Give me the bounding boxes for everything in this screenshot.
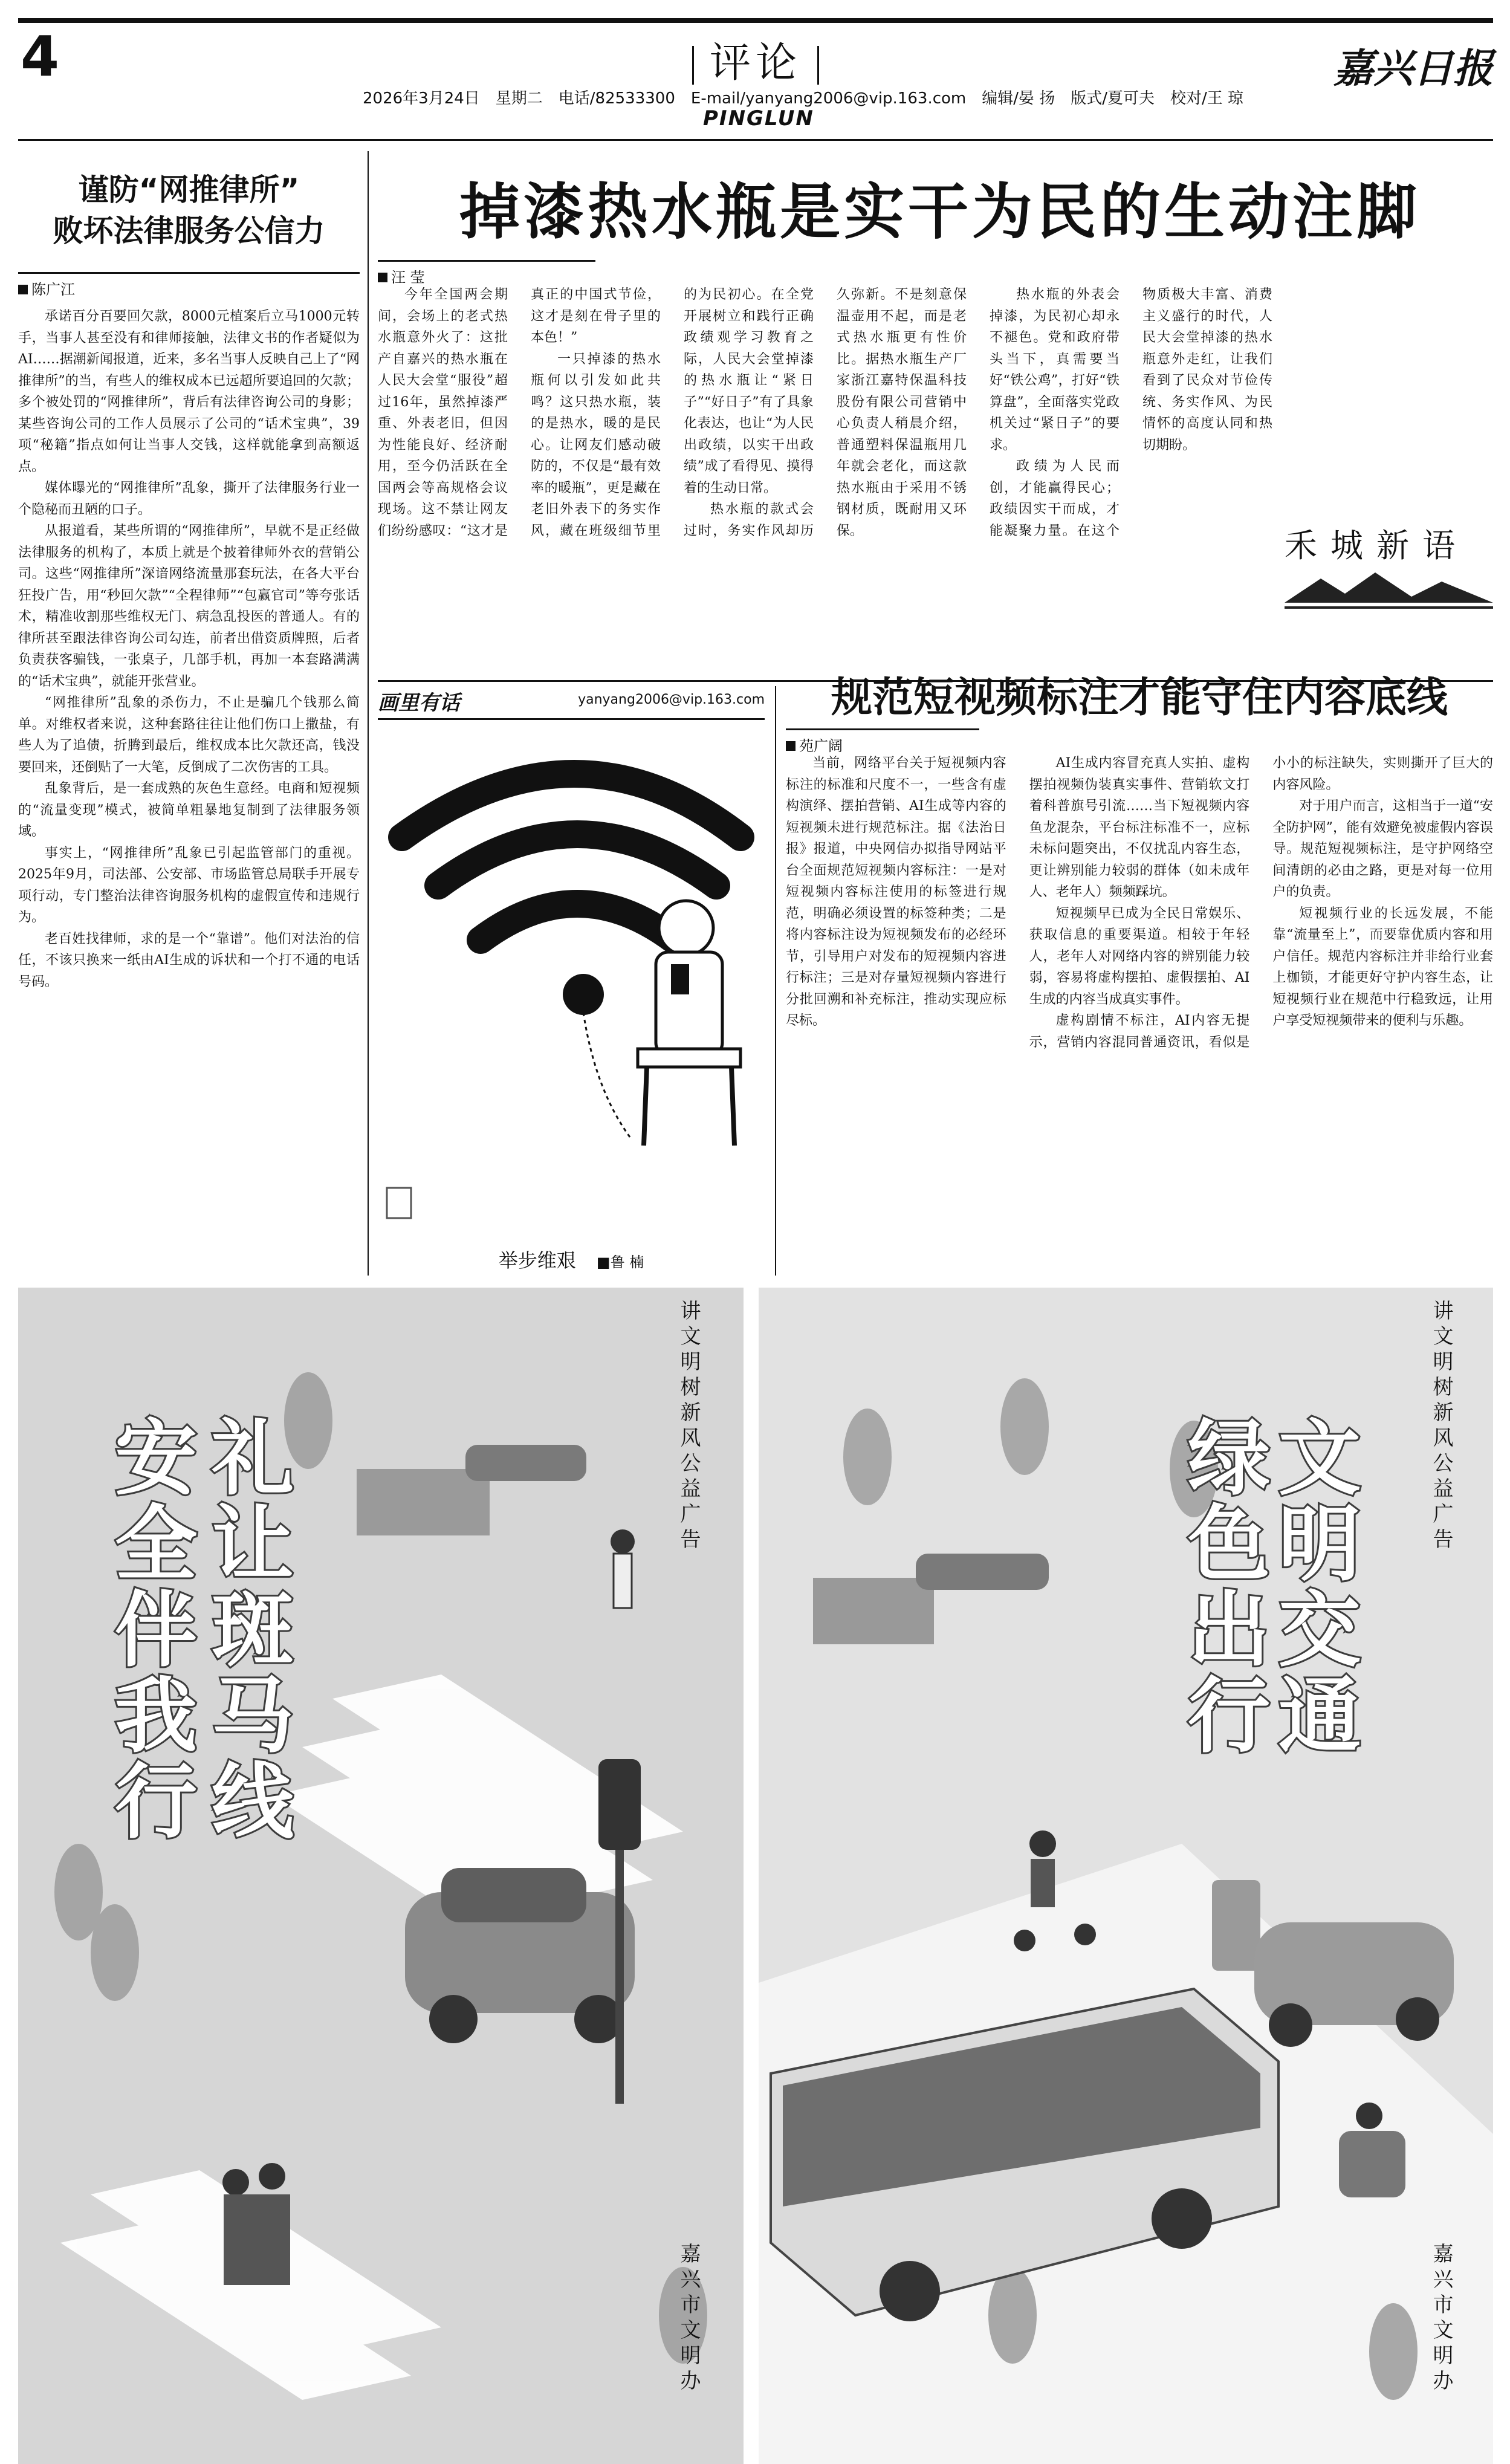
section-pinyin: PINGLUN xyxy=(703,106,814,131)
page-number: 4 xyxy=(21,24,60,89)
paragraph: 当前，网络平台关于短视频内容标注的标准和尺度不一，一些含有虚构演绎、摆拍营销、AI生成等内容的短视频未进行规范标注。据《法治日报》报道，中央网信办拟指导网站平台全面规范短视频内容标注：一是对短视频内容标注使用的标签进行规范，明确必须设置的标签种类；二是将内容标注设为短视频发布的必经环节，引导用户对发布的短视频内容进行标注；三是对存量短视频内容进行分批回溯和补充标注，推动实现应标尽标。 xyxy=(786,756,1006,1028)
paragraph: 虚构剧情不标注，AI内容无提示，营销内容混同普通资讯，看似是小小的标注缺失，实则撕开了巨大的内容风险。 xyxy=(1029,756,1493,1050)
poster-right-issuer: 嘉兴市文明办 xyxy=(1429,2243,1453,2395)
paragraph: “网推律所”乱象的杀伤力，不止是骗几个钱那么简单。对维权者来说，这种套路往往让他们伤口上撒盐，有些人为了追债，折腾到最后，维权成本比欠款还高，钱没要回来，还倒贴了一大笔，反倒成了二次伤害的工具。 xyxy=(18,695,360,775)
paragraph: 短视频行业的长远发展，不能靠“流量至上”，而要靠优质内容和用户信任。规范内容标注并非给行业套上枷锁，才能更好守护内容生态，让短视频行业在规范中行稳致远，让用户享受短视频带来的便利与乐趣。 xyxy=(1272,906,1493,1028)
sub-article-byline: 苑广阔 xyxy=(786,728,979,755)
landscape-icon xyxy=(1285,566,1493,609)
sub-article-title: 规范短视频标注才能守住内容底线 xyxy=(831,674,1448,722)
sub-article-body xyxy=(786,753,1493,1260)
issue-meta: 2026年3月24日 星期二 电话/82533300 E-mail/yanyang2006@vip.163.com 编辑/晏 扬 版式/夏可夫 校对/王 琼 xyxy=(363,89,1244,108)
main-article-body xyxy=(378,284,1272,677)
column-divider xyxy=(775,686,776,1276)
cartoon-caption: 举步维艰 ■鲁 楠 xyxy=(498,1249,644,1272)
poster-left-issuer: 嘉兴市文明办 xyxy=(676,2243,701,2395)
cartoon-header xyxy=(378,686,765,720)
paragraph: 老百姓找律师，求的是一个“靠谱”。他们对法治的信任，不该只换来一纸由AI生成的诉状和一个打不通的电话号码。 xyxy=(18,931,360,990)
paragraph: AI生成内容冒充真人实拍、虚构摆拍视频伪装真实事件、营销软文打着科普旗号引流……当下短视频内容鱼龙混杂，平台标注标准不一，应标未标问题突出，不仅扰乱内容生态，更让辨别能力较弱的群体（如未成年人、老年人）频频踩坑。 xyxy=(1029,756,1250,900)
left-article-byline: 陈广江 xyxy=(18,272,360,299)
paragraph: 事实上，“网推律所”乱象已引起监管部门的重视。2025年9月，司法部、公安部、市场监管总局联手开展专项行动，专门整治法律咨询服务机构的虚假宣传和违规行为。 xyxy=(18,845,360,925)
cartoon-email: yanyang2006@vip.163.com xyxy=(578,692,765,707)
paragraph: 从报道看，某些所谓的“网推律所”，早就不是正经做法律服务的机构了，本质上就是个披着律师外衣的营销公司。这些“网推律所”深谙网络流量那套玩法，在各大平台狂投广告，用“秒回欠款”“全程律师”“包赢官司”等夸张话术，精准收割那些维权无门、病急乱投医的普通人。有的律所甚至跟法律咨询公司勾连，前者出借资质牌照，后者负责获客骗钱，一张桌子，几部手机，再加一本套路满满的“话术宝典”，就能开张营业。 xyxy=(18,524,360,689)
cartoon-tag: 画里有话 xyxy=(378,691,460,715)
left-article-title: 谨防“网推律所” 败坏法律服务公信力 xyxy=(53,172,325,248)
main-article-title: 掉漆热水瓶是实干为民的生动注脚 xyxy=(459,177,1421,247)
paragraph: 承诺百分百要回欠款，8000元植案后立马1000元转手，当事人甚至没有和律师接触，法律文书的作者疑似为AI……据潮新闻报道，近来，多名当事人反映自己上了“网推律所”的当，有些人的维权成本已远超所要追回的欠款；多个被处罚的“网推律所”，背后有法律咨询公司的身影；某些咨询公司的工作人员展示了公司的“话术宝典”，39项“秘籍”指点如何让当事人交钱，这样就能拿到高额返点。 xyxy=(18,309,360,475)
wifi-cartoon-image xyxy=(378,728,765,1236)
left-article xyxy=(18,151,360,1276)
poster-left-side-label: 讲文明树新风公益广告 xyxy=(676,1300,701,1554)
poster-right-slogan-2: 绿色出行 xyxy=(1173,1415,1269,1758)
cartoon-illustration xyxy=(378,728,765,1260)
paragraph: 政绩为人民而创，才能赢得民心；政绩因实干而成，才能凝聚力量。在这个物质极大丰富、消费主义盛行的时代，人民大会堂掉漆的热水瓶意外走红，让我们看到了民众对节俭传统、务实作风、为民情怀的高度认同和热切期盼。 xyxy=(990,287,1272,539)
masthead-top-rule xyxy=(18,18,1493,23)
masthead-bottom-rule xyxy=(18,139,1493,141)
main-article-byline: 汪 莹 xyxy=(378,260,595,287)
column-motto xyxy=(1285,520,1493,598)
paragraph: 媒体曝光的“网推律所”乱象，撕开了法律服务行业一个隐秘而丑陋的口子。 xyxy=(18,481,360,517)
poster-right-slogan-1: 文明交通 xyxy=(1264,1415,1359,1758)
public-service-poster-right xyxy=(759,1288,1493,2464)
paragraph: 一只掉漆的热水瓶何以引发如此共鸣？这只热水瓶，装的是热水，暖的是民心。让网友们感动破防的，不仅是“最有效率的暖瓶”，更是藏在老旧外表下的务实作风，藏在班级细节里的为民初心。在全党开展树立和践行正确政绩观学习教育之际，人民大会堂掉漆的热水瓶让“紧日子”“好日子”有了具象化表达，也让“为人民出政绩，以实干出政绩”成了看得见、摸得着的生动日常。 xyxy=(531,287,814,539)
poster-right-side-label: 讲文明树新风公益广告 xyxy=(1429,1300,1453,1554)
paragraph: 乱象背后，是一套成熟的灰色生意经。电商和短视频的“流量变现”模式，被简单粗暴地复制到了法律服务领域。 xyxy=(18,781,360,839)
paragraph: 热水瓶的款式会过时，务实作风却历久弥新。不是刻意保温壶用不起，而是老式热水瓶更有性价比。据热水瓶生产厂家浙江嘉特保温科技股份有限公司营销中心负责人稍晨介绍，普通塑料保温瓶用几年就会老化，而这款热水瓶由于采用不锈钢材质，既耐用又环保。 xyxy=(684,287,967,539)
motto-label: 禾城新语 xyxy=(1285,527,1468,565)
paragraph: 热水瓶的外表会掉漆，为民初心却永不褪色。党和政府带头当下，真需要当好“铁公鸡”，打好“铁算盘”，全面落实党政机关过“紧日子”的要求。 xyxy=(990,287,1120,453)
column-divider xyxy=(368,151,369,1276)
poster-left-slogan-2: 安全伴我行 xyxy=(100,1415,196,1844)
paragraph: 对于用户而言，这相当于一道“安全防护网”，能有效避免被虚假内容误导。规范短视频标注，是守护网络空间清朗的必由之路，更是对每一位用户的负责。 xyxy=(1272,799,1493,900)
newspaper-logo: 嘉兴日报 xyxy=(1333,45,1493,92)
left-article-body xyxy=(18,306,360,993)
paragraph: 短视频早已成为全民日常娱乐、获取信息的重要渠道。相较于年轻人，老年人对网络内容的辨别能力较弱，容易将虚构摆拍、虚假摆拍、AI生成的内容当成真实事件。 xyxy=(1029,906,1250,1007)
public-service-poster-left xyxy=(18,1288,744,2464)
section-name: 评论 xyxy=(671,30,840,89)
green-travel-illustration xyxy=(759,1288,1493,2464)
poster-left-slogan-1: 礼让斑马线 xyxy=(197,1415,293,1844)
paragraph: 今年全国两会期间，会场上的老式热水瓶意外火了：这批产自嘉兴的热水瓶在人民大会堂“服役”超过16年，虽然掉漆严重、外表老旧，但因为性能良好、经济耐用，至今仍活跃在全国两会等高规格会议现场。这不禁让网友们纷纷感叹：“这才是真正的中国式节俭，这才是刻在骨子里的本色！” xyxy=(378,287,661,539)
